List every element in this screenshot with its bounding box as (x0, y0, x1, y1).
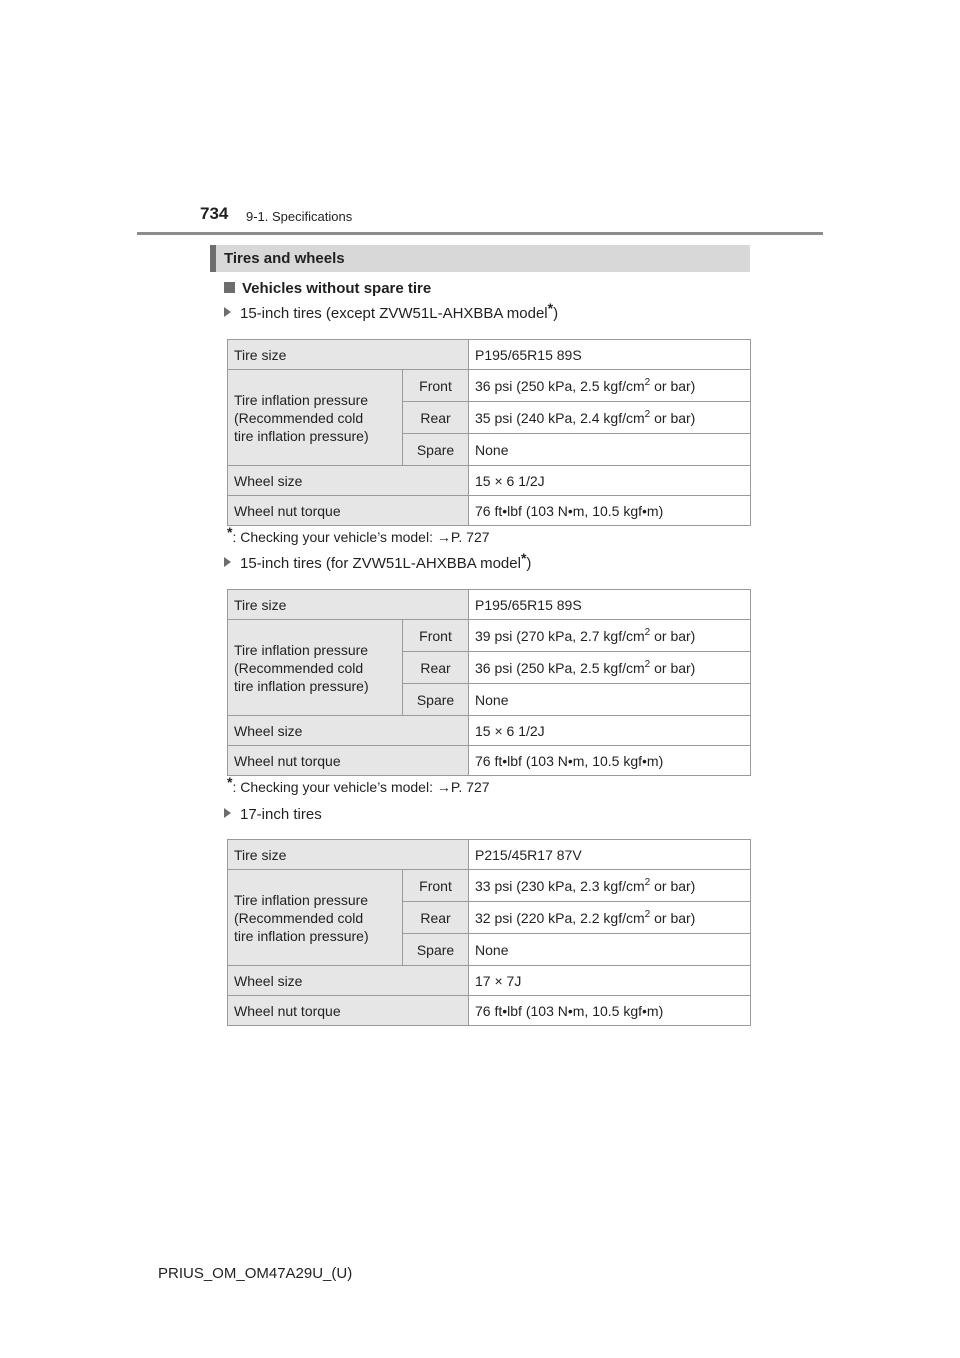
header-rule (137, 232, 823, 235)
section-title: Tires and wheels (210, 245, 750, 272)
wheel-size-value: 17 × 7J (469, 966, 751, 996)
variant-title-close: ) (553, 305, 559, 322)
arrow-bullet-icon (224, 557, 231, 567)
footer-document-code: PRIUS_OM_OM47A29U_(U) (158, 1265, 353, 1282)
inflation-pressure-label: Tire inflation pressure (Recommended cold tire inflation pressure) (228, 870, 403, 966)
square-bullet-icon (224, 282, 235, 293)
page-number: 734 (200, 204, 229, 223)
tire-size-value: P195/65R15 89S (469, 590, 751, 620)
front-pressure-value: 33 psi (230 kPa, 2.3 kgf/$cm^2$ or bar) (469, 870, 751, 902)
wheel-size-label: Wheel size (228, 466, 469, 496)
tire-size-label: Tire size (228, 840, 469, 870)
footnote-mark: * (227, 774, 233, 790)
tire-size-label: Tire size (228, 590, 469, 620)
spec-table-1 (227, 339, 751, 526)
front-label: Front (403, 620, 469, 652)
rear-label: Rear (403, 652, 469, 684)
variant-title: 15-inch tires (except ZVW51L-AHXBBA model (240, 305, 548, 322)
wheel-size-value: 15 × 6 1/2J (469, 716, 751, 746)
section-reference: 9-1. Specifications (246, 209, 353, 224)
rear-pressure-value: 32 psi (220 kPa, 2.2 kgf/$cm^2$ or bar) (469, 902, 751, 934)
variant-heading-3 (224, 806, 322, 823)
wheel-nut-torque-label: Wheel nut torque (228, 996, 469, 1026)
spec-table-3 (227, 839, 751, 1026)
wheel-nut-torque-label: Wheel nut torque (228, 496, 469, 526)
footnote-mark: * (520, 550, 527, 566)
wheel-nut-torque-value: 76 ft•lbf (103 N•m, 10.5 kgf•m) (469, 496, 751, 526)
footnote-2 (227, 774, 490, 795)
rear-pressure-value: 35 psi (240 kPa, 2.4 kgf/$cm^2$ or bar) (469, 402, 751, 434)
spec-table-2 (227, 589, 751, 776)
front-label: Front (403, 370, 469, 402)
variant-title-close: ) (526, 555, 532, 572)
tire-size-label: Tire size (228, 340, 469, 370)
rear-pressure-value: 36 psi (250 kPa, 2.5 kgf/$cm^2$ or bar) (469, 652, 751, 684)
spare-label: Spare (403, 434, 469, 466)
inflation-pressure-label: Tire inflation pressure (Recommended cold tire inflation pressure) (228, 370, 403, 466)
variant-title: 15-inch tires (for ZVW51L-AHXBBA model (240, 555, 521, 572)
front-pressure-value: 36 psi (250 kPa, 2.5 kgf/$cm^2$ or bar) (469, 370, 751, 402)
rear-label: Rear (403, 402, 469, 434)
wheel-nut-torque-value: 76 ft•lbf (103 N•m, 10.5 kgf•m) (469, 746, 751, 776)
subheading-text: Vehicles without spare tire (242, 280, 432, 297)
inflation-pressure-label: Tire inflation pressure (Recommended cold tire inflation pressure) (228, 620, 403, 716)
rear-label: Rear (403, 902, 469, 934)
tire-size-value: P215/45R17 87V (469, 840, 751, 870)
subheading (224, 280, 431, 297)
wheel-nut-torque-value: 76 ft•lbf (103 N•m, 10.5 kgf•m) (469, 996, 751, 1026)
footnote-text: : Checking your vehicle’s model: →P. 727 (232, 529, 490, 545)
wheel-nut-torque-label: Wheel nut torque (228, 746, 469, 776)
variant-heading-1 (224, 300, 559, 322)
arrow-bullet-icon (224, 307, 231, 317)
footnote-mark: * (227, 524, 233, 540)
wheel-size-value: 15 × 6 1/2J (469, 466, 751, 496)
spare-value: None (469, 684, 751, 716)
spare-value: None (469, 434, 751, 466)
spare-label: Spare (403, 934, 469, 966)
tire-size-value: P195/65R15 89S (469, 340, 751, 370)
wheel-size-label: Wheel size (228, 716, 469, 746)
footnote-1 (227, 524, 490, 545)
front-label: Front (403, 870, 469, 902)
spare-label: Spare (403, 684, 469, 716)
arrow-bullet-icon (224, 808, 231, 818)
front-pressure-value: 39 psi (270 kPa, 2.7 kgf/$cm^2$ or bar) (469, 620, 751, 652)
wheel-size-label: Wheel size (228, 966, 469, 996)
footnote-text: : Checking your vehicle’s model: →P. 727 (232, 779, 490, 795)
footnote-mark: * (547, 300, 554, 316)
spare-value: None (469, 934, 751, 966)
variant-heading-2 (224, 550, 532, 572)
variant-title: 17-inch tires (240, 806, 322, 823)
